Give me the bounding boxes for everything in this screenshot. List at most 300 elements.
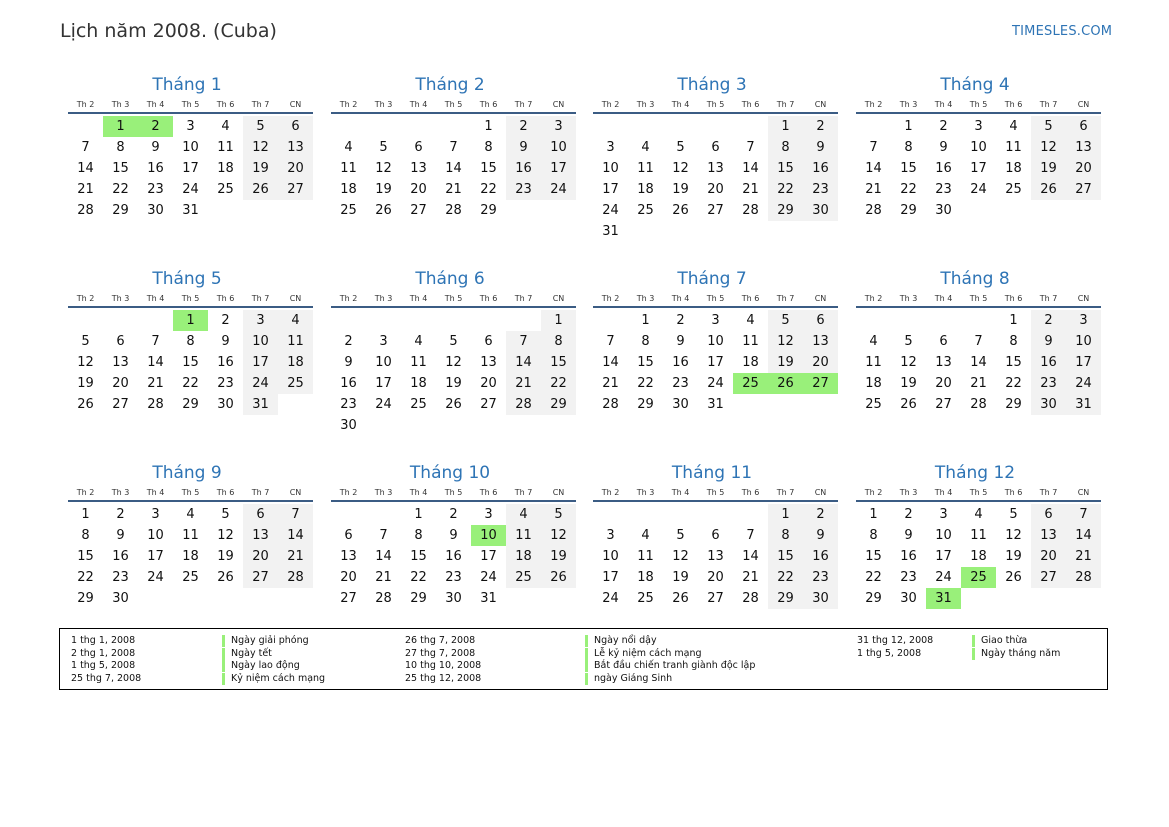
day-cell: 3 bbox=[974, 119, 983, 134]
day-cell: 15 bbox=[77, 549, 94, 564]
day-cell: 25 bbox=[278, 373, 313, 394]
month-title: Tháng 1 bbox=[152, 75, 222, 95]
empty-cell bbox=[506, 588, 541, 609]
day-cell: 17 bbox=[970, 161, 987, 176]
weekday-header: CN bbox=[278, 486, 313, 501]
day-cell: 9 bbox=[506, 137, 541, 158]
day-cell: 26 bbox=[217, 570, 234, 585]
day-cell: 1 bbox=[904, 119, 913, 134]
day-cell: 1 bbox=[173, 310, 208, 331]
site-link[interactable]: TIMESLES.COM bbox=[1012, 24, 1113, 39]
legend-holiday-name: Lễ kỷ niệm cách mạng bbox=[585, 648, 702, 660]
day-cell: 27 bbox=[803, 373, 838, 394]
empty-cell bbox=[663, 221, 698, 242]
month-calendar bbox=[593, 74, 839, 242]
empty-cell bbox=[961, 200, 996, 221]
day-cell: 20 bbox=[1066, 158, 1101, 179]
month-title: Tháng 8 bbox=[940, 269, 1010, 289]
day-cell: 5 bbox=[1009, 507, 1018, 522]
day-cell: 12 bbox=[217, 528, 234, 543]
day-cell: 17 bbox=[147, 549, 164, 564]
day-cell: 9 bbox=[116, 528, 125, 543]
day-cell: 25 bbox=[340, 203, 357, 218]
day-cell: 13 bbox=[803, 331, 838, 352]
day-cell: 8 bbox=[869, 528, 878, 543]
day-cell: 13 bbox=[278, 137, 313, 158]
day-cell: 15 bbox=[480, 161, 497, 176]
day-cell: 16 bbox=[112, 549, 129, 564]
weekday-header: Th 4 bbox=[926, 98, 961, 113]
day-cell: 1 bbox=[869, 507, 878, 522]
empty-cell bbox=[436, 415, 471, 436]
day-cell: 30 bbox=[672, 397, 689, 412]
day-cell: 11 bbox=[742, 334, 759, 349]
day-cell: 24 bbox=[970, 182, 987, 197]
day-cell: 9 bbox=[1031, 331, 1066, 352]
day-cell: 12 bbox=[243, 137, 278, 158]
day-cell: 16 bbox=[340, 376, 357, 391]
legend-holiday-name: Giao thừa bbox=[972, 635, 1027, 647]
weekday-header: Th 5 bbox=[698, 292, 733, 307]
day-cell: 19 bbox=[900, 376, 917, 391]
month-days-table bbox=[856, 98, 1101, 221]
day-cell: 7 bbox=[449, 140, 458, 155]
day-cell: 28 bbox=[865, 203, 882, 218]
day-cell: 16 bbox=[147, 161, 164, 176]
day-cell: 23 bbox=[112, 570, 129, 585]
month-title: Tháng 11 bbox=[671, 463, 753, 483]
day-cell: 8 bbox=[116, 140, 125, 155]
day-cell: 12 bbox=[77, 355, 94, 370]
day-cell: 7 bbox=[81, 140, 90, 155]
day-cell: 7 bbox=[506, 331, 541, 352]
day-cell: 31 bbox=[182, 203, 199, 218]
day-cell: 29 bbox=[77, 591, 94, 606]
day-cell: 17 bbox=[602, 570, 619, 585]
day-cell: 18 bbox=[742, 355, 759, 370]
day-cell: 24 bbox=[707, 376, 724, 391]
day-cell: 27 bbox=[480, 397, 497, 412]
day-cell: 24 bbox=[243, 373, 278, 394]
day-cell: 16 bbox=[935, 161, 952, 176]
day-cell: 27 bbox=[1066, 179, 1101, 200]
day-cell: 19 bbox=[243, 158, 278, 179]
weekday-header: Th 4 bbox=[401, 486, 436, 501]
day-cell: 9 bbox=[449, 528, 458, 543]
weekday-header: CN bbox=[278, 292, 313, 307]
day-cell: 12 bbox=[768, 331, 803, 352]
legend-holiday-name: Ngày giải phóng bbox=[222, 635, 309, 647]
day-cell: 25 bbox=[217, 182, 234, 197]
day-cell: 12 bbox=[672, 161, 689, 176]
day-cell: 28 bbox=[742, 591, 759, 606]
weekday-header: Th 5 bbox=[173, 98, 208, 113]
day-cell: 16 bbox=[672, 355, 689, 370]
day-cell: 30 bbox=[900, 591, 917, 606]
day-cell: 7 bbox=[151, 334, 160, 349]
day-cell: 29 bbox=[1005, 397, 1022, 412]
empty-cell bbox=[768, 394, 803, 415]
day-cell: 25 bbox=[637, 203, 654, 218]
month-days-table bbox=[593, 98, 838, 242]
day-cell: 8 bbox=[641, 334, 650, 349]
day-cell: 6 bbox=[711, 528, 720, 543]
day-cell: 8 bbox=[541, 331, 576, 352]
weekday-header: Th 5 bbox=[436, 486, 471, 501]
day-cell: 4 bbox=[641, 528, 650, 543]
day-cell: 5 bbox=[904, 334, 913, 349]
weekday-header: Th 6 bbox=[471, 486, 506, 501]
day-cell: 11 bbox=[637, 161, 654, 176]
day-cell: 27 bbox=[707, 203, 724, 218]
day-cell: 11 bbox=[1005, 140, 1022, 155]
day-cell: 2 bbox=[803, 504, 838, 525]
legend-date: 1 thg 5, 2008 bbox=[857, 647, 922, 659]
day-cell: 18 bbox=[1005, 161, 1022, 176]
weekday-header: Th 6 bbox=[733, 486, 768, 501]
day-cell: 26 bbox=[672, 591, 689, 606]
day-cell: 19 bbox=[672, 570, 689, 585]
month-days-table bbox=[856, 486, 1101, 609]
weekday-header: Th 4 bbox=[663, 486, 698, 501]
empty-cell bbox=[401, 415, 436, 436]
day-cell: 2 bbox=[904, 507, 913, 522]
weekday-header: Th 5 bbox=[961, 486, 996, 501]
day-cell: 15 bbox=[768, 158, 803, 179]
empty-cell bbox=[208, 200, 243, 221]
day-cell: 11 bbox=[637, 549, 654, 564]
weekday-header: CN bbox=[541, 292, 576, 307]
legend-holiday-name: Bắt đầu chiến tranh giành độc lập bbox=[585, 660, 755, 672]
empty-cell bbox=[331, 310, 366, 331]
day-cell: 31 bbox=[1066, 394, 1101, 415]
legend-date: 26 thg 7, 2008 bbox=[405, 635, 476, 646]
day-cell: 27 bbox=[278, 179, 313, 200]
day-cell: 16 bbox=[506, 158, 541, 179]
weekday-header: Th 7 bbox=[1031, 486, 1066, 501]
day-cell: 20 bbox=[278, 158, 313, 179]
day-cell: 20 bbox=[410, 182, 427, 197]
empty-cell bbox=[401, 310, 436, 331]
weekday-header: Th 6 bbox=[996, 292, 1031, 307]
day-cell: 23 bbox=[445, 570, 462, 585]
day-cell: 29 bbox=[865, 591, 882, 606]
day-cell: 14 bbox=[1066, 525, 1101, 546]
weekday-header: Th 4 bbox=[401, 98, 436, 113]
legend-date: 1 thg 5, 2008 bbox=[71, 660, 136, 671]
empty-cell bbox=[138, 588, 173, 609]
month-calendar bbox=[68, 74, 314, 221]
day-cell: 20 bbox=[803, 352, 838, 373]
day-cell: 10 bbox=[541, 137, 576, 158]
day-cell: 18 bbox=[278, 352, 313, 373]
day-cell: 18 bbox=[637, 182, 654, 197]
day-cell: 25 bbox=[961, 567, 996, 588]
month-title: Tháng 10 bbox=[409, 463, 491, 483]
empty-cell bbox=[593, 116, 628, 137]
weekday-header: Th 2 bbox=[593, 292, 628, 307]
day-cell: 28 bbox=[147, 397, 164, 412]
day-cell: 12 bbox=[900, 355, 917, 370]
weekday-header: Th 7 bbox=[243, 98, 278, 113]
day-cell: 22 bbox=[182, 376, 199, 391]
day-cell: 6 bbox=[344, 528, 353, 543]
day-cell: 28 bbox=[970, 397, 987, 412]
empty-cell bbox=[996, 588, 1031, 609]
day-cell: 3 bbox=[1066, 310, 1101, 331]
day-cell: 21 bbox=[602, 376, 619, 391]
day-cell: 10 bbox=[707, 334, 724, 349]
month-days-table bbox=[68, 292, 313, 415]
day-cell: 1 bbox=[541, 310, 576, 331]
day-cell: 1 bbox=[768, 504, 803, 525]
day-cell: 18 bbox=[182, 549, 199, 564]
day-cell: 11 bbox=[182, 528, 199, 543]
day-cell: 15 bbox=[865, 549, 882, 564]
day-cell: 8 bbox=[768, 137, 803, 158]
empty-cell bbox=[278, 394, 313, 415]
weekday-header: Th 6 bbox=[471, 98, 506, 113]
month-days-table bbox=[593, 292, 838, 415]
day-cell: 22 bbox=[480, 182, 497, 197]
day-cell: 7 bbox=[606, 334, 615, 349]
day-cell: 6 bbox=[116, 334, 125, 349]
weekday-header: Th 6 bbox=[996, 486, 1031, 501]
day-cell: 6 bbox=[803, 310, 838, 331]
day-cell: 28 bbox=[278, 567, 313, 588]
day-cell: 31 bbox=[480, 591, 497, 606]
day-cell: 28 bbox=[742, 203, 759, 218]
legend-holiday-name: Ngày nổi dậy bbox=[585, 635, 657, 647]
day-cell: 14 bbox=[742, 549, 759, 564]
month-days-table bbox=[331, 98, 576, 221]
weekday-header: Th 5 bbox=[961, 98, 996, 113]
month-calendar bbox=[593, 462, 839, 609]
day-cell: 5 bbox=[676, 528, 685, 543]
day-cell: 19 bbox=[1031, 158, 1066, 179]
weekday-header: Th 2 bbox=[856, 98, 891, 113]
weekday-header: Th 7 bbox=[1031, 292, 1066, 307]
legend-holiday-name: Kỷ niệm cách mạng bbox=[222, 673, 325, 685]
empty-cell bbox=[243, 588, 278, 609]
day-cell: 1 bbox=[1009, 313, 1018, 328]
day-cell: 22 bbox=[1005, 376, 1022, 391]
day-cell: 28 bbox=[375, 591, 392, 606]
day-cell: 26 bbox=[900, 397, 917, 412]
day-cell: 9 bbox=[803, 525, 838, 546]
weekday-header: Th 5 bbox=[173, 292, 208, 307]
weekday-header: CN bbox=[541, 486, 576, 501]
weekday-header: Th 3 bbox=[103, 98, 138, 113]
day-cell: 24 bbox=[602, 591, 619, 606]
weekday-header: Th 2 bbox=[68, 486, 103, 501]
day-cell: 10 bbox=[243, 331, 278, 352]
weekday-header: Th 4 bbox=[926, 292, 961, 307]
day-cell: 24 bbox=[480, 570, 497, 585]
day-cell: 26 bbox=[445, 397, 462, 412]
day-cell: 7 bbox=[974, 334, 983, 349]
day-cell: 15 bbox=[637, 355, 654, 370]
day-cell: 11 bbox=[970, 528, 987, 543]
day-cell: 17 bbox=[935, 549, 952, 564]
day-cell: 29 bbox=[112, 203, 129, 218]
day-cell: 28 bbox=[506, 394, 541, 415]
day-cell: 20 bbox=[340, 570, 357, 585]
day-cell: 19 bbox=[672, 182, 689, 197]
day-cell: 4 bbox=[344, 140, 353, 155]
day-cell: 16 bbox=[803, 158, 838, 179]
day-cell: 27 bbox=[112, 397, 129, 412]
day-cell: 6 bbox=[278, 116, 313, 137]
weekday-header: Th 5 bbox=[436, 292, 471, 307]
day-cell: 19 bbox=[541, 546, 576, 567]
empty-cell bbox=[541, 200, 576, 221]
day-cell: 5 bbox=[541, 504, 576, 525]
empty-cell bbox=[366, 504, 401, 525]
day-cell: 4 bbox=[974, 507, 983, 522]
day-cell: 2 bbox=[449, 507, 458, 522]
day-cell: 29 bbox=[900, 203, 917, 218]
empty-cell bbox=[961, 310, 996, 331]
day-cell: 12 bbox=[1031, 137, 1066, 158]
day-cell: 14 bbox=[77, 161, 94, 176]
weekday-header: Th 2 bbox=[68, 292, 103, 307]
holiday-legend bbox=[59, 628, 1108, 690]
weekday-header: Th 2 bbox=[68, 98, 103, 113]
day-cell: 16 bbox=[803, 546, 838, 567]
weekday-header: Th 6 bbox=[733, 98, 768, 113]
day-cell: 7 bbox=[746, 528, 755, 543]
day-cell: 19 bbox=[768, 352, 803, 373]
day-cell: 4 bbox=[506, 504, 541, 525]
day-cell: 27 bbox=[707, 591, 724, 606]
day-cell: 14 bbox=[506, 352, 541, 373]
day-cell: 29 bbox=[480, 203, 497, 218]
day-cell: 12 bbox=[672, 549, 689, 564]
empty-cell bbox=[68, 310, 103, 331]
day-cell: 14 bbox=[970, 355, 987, 370]
day-cell: 14 bbox=[865, 161, 882, 176]
day-cell: 28 bbox=[602, 397, 619, 412]
day-cell: 29 bbox=[541, 394, 576, 415]
day-cell: 13 bbox=[707, 549, 724, 564]
day-cell: 20 bbox=[707, 570, 724, 585]
day-cell: 22 bbox=[768, 179, 803, 200]
day-cell: 15 bbox=[768, 546, 803, 567]
day-cell: 29 bbox=[182, 397, 199, 412]
day-cell: 5 bbox=[676, 140, 685, 155]
day-cell: 2 bbox=[221, 313, 230, 328]
day-cell: 10 bbox=[970, 140, 987, 155]
day-cell: 30 bbox=[803, 588, 838, 609]
day-cell: 10 bbox=[375, 355, 392, 370]
day-cell: 20 bbox=[707, 182, 724, 197]
day-cell: 8 bbox=[81, 528, 90, 543]
weekday-header: Th 5 bbox=[961, 292, 996, 307]
weekday-header: CN bbox=[541, 98, 576, 113]
month-title: Tháng 2 bbox=[415, 75, 485, 95]
month-title: Tháng 12 bbox=[934, 463, 1016, 483]
day-cell: 30 bbox=[217, 397, 234, 412]
month-calendar bbox=[331, 268, 577, 436]
day-cell: 31 bbox=[602, 224, 619, 239]
day-cell: 26 bbox=[1031, 179, 1066, 200]
weekday-header: Th 3 bbox=[891, 486, 926, 501]
empty-cell bbox=[471, 415, 506, 436]
day-cell: 27 bbox=[1031, 567, 1066, 588]
day-cell: 2 bbox=[344, 334, 353, 349]
weekday-header: Th 5 bbox=[698, 98, 733, 113]
empty-cell bbox=[541, 588, 576, 609]
weekday-header: CN bbox=[803, 98, 838, 113]
day-cell: 8 bbox=[904, 140, 913, 155]
day-cell: 6 bbox=[484, 334, 493, 349]
empty-cell bbox=[628, 221, 663, 242]
day-cell: 26 bbox=[375, 203, 392, 218]
day-cell: 29 bbox=[410, 591, 427, 606]
empty-cell bbox=[856, 310, 891, 331]
legend-holiday-name: Ngày lao động bbox=[222, 660, 300, 672]
day-cell: 23 bbox=[1031, 373, 1066, 394]
day-cell: 26 bbox=[541, 567, 576, 588]
day-cell: 22 bbox=[77, 570, 94, 585]
weekday-header: Th 2 bbox=[593, 486, 628, 501]
day-cell: 16 bbox=[1031, 352, 1066, 373]
day-cell: 13 bbox=[340, 549, 357, 564]
day-cell: 15 bbox=[182, 355, 199, 370]
weekday-header: Th 3 bbox=[366, 292, 401, 307]
day-cell: 7 bbox=[869, 140, 878, 155]
day-cell: 10 bbox=[1066, 331, 1101, 352]
day-cell: 26 bbox=[768, 373, 803, 394]
month-calendar bbox=[68, 462, 314, 609]
day-cell: 30 bbox=[340, 418, 357, 433]
day-cell: 13 bbox=[707, 161, 724, 176]
day-cell: 27 bbox=[243, 567, 278, 588]
weekday-header: CN bbox=[278, 98, 313, 113]
empty-cell bbox=[926, 310, 961, 331]
weekday-header: CN bbox=[1066, 292, 1101, 307]
empty-cell bbox=[593, 310, 628, 331]
day-cell: 8 bbox=[768, 525, 803, 546]
day-cell: 7 bbox=[379, 528, 388, 543]
day-cell: 22 bbox=[900, 182, 917, 197]
day-cell: 10 bbox=[471, 525, 506, 546]
day-cell: 1 bbox=[414, 507, 423, 522]
day-cell: 5 bbox=[449, 334, 458, 349]
day-cell: 30 bbox=[112, 591, 129, 606]
empty-cell bbox=[506, 200, 541, 221]
day-cell: 29 bbox=[768, 200, 803, 221]
empty-cell bbox=[663, 504, 698, 525]
weekday-header: Th 7 bbox=[1031, 98, 1066, 113]
day-cell: 13 bbox=[1031, 525, 1066, 546]
weekday-header: Th 4 bbox=[138, 98, 173, 113]
legend-date: 27 thg 7, 2008 bbox=[405, 647, 476, 659]
day-cell: 30 bbox=[803, 200, 838, 221]
day-cell: 14 bbox=[742, 161, 759, 176]
month-title: Tháng 3 bbox=[677, 75, 747, 95]
day-cell: 22 bbox=[768, 567, 803, 588]
empty-cell bbox=[506, 310, 541, 331]
day-cell: 14 bbox=[147, 355, 164, 370]
weekday-header: Th 2 bbox=[331, 98, 366, 113]
weekday-header: Th 3 bbox=[103, 486, 138, 501]
day-cell: 17 bbox=[1066, 352, 1101, 373]
day-cell: 11 bbox=[506, 525, 541, 546]
empty-cell bbox=[366, 310, 401, 331]
empty-cell bbox=[471, 310, 506, 331]
